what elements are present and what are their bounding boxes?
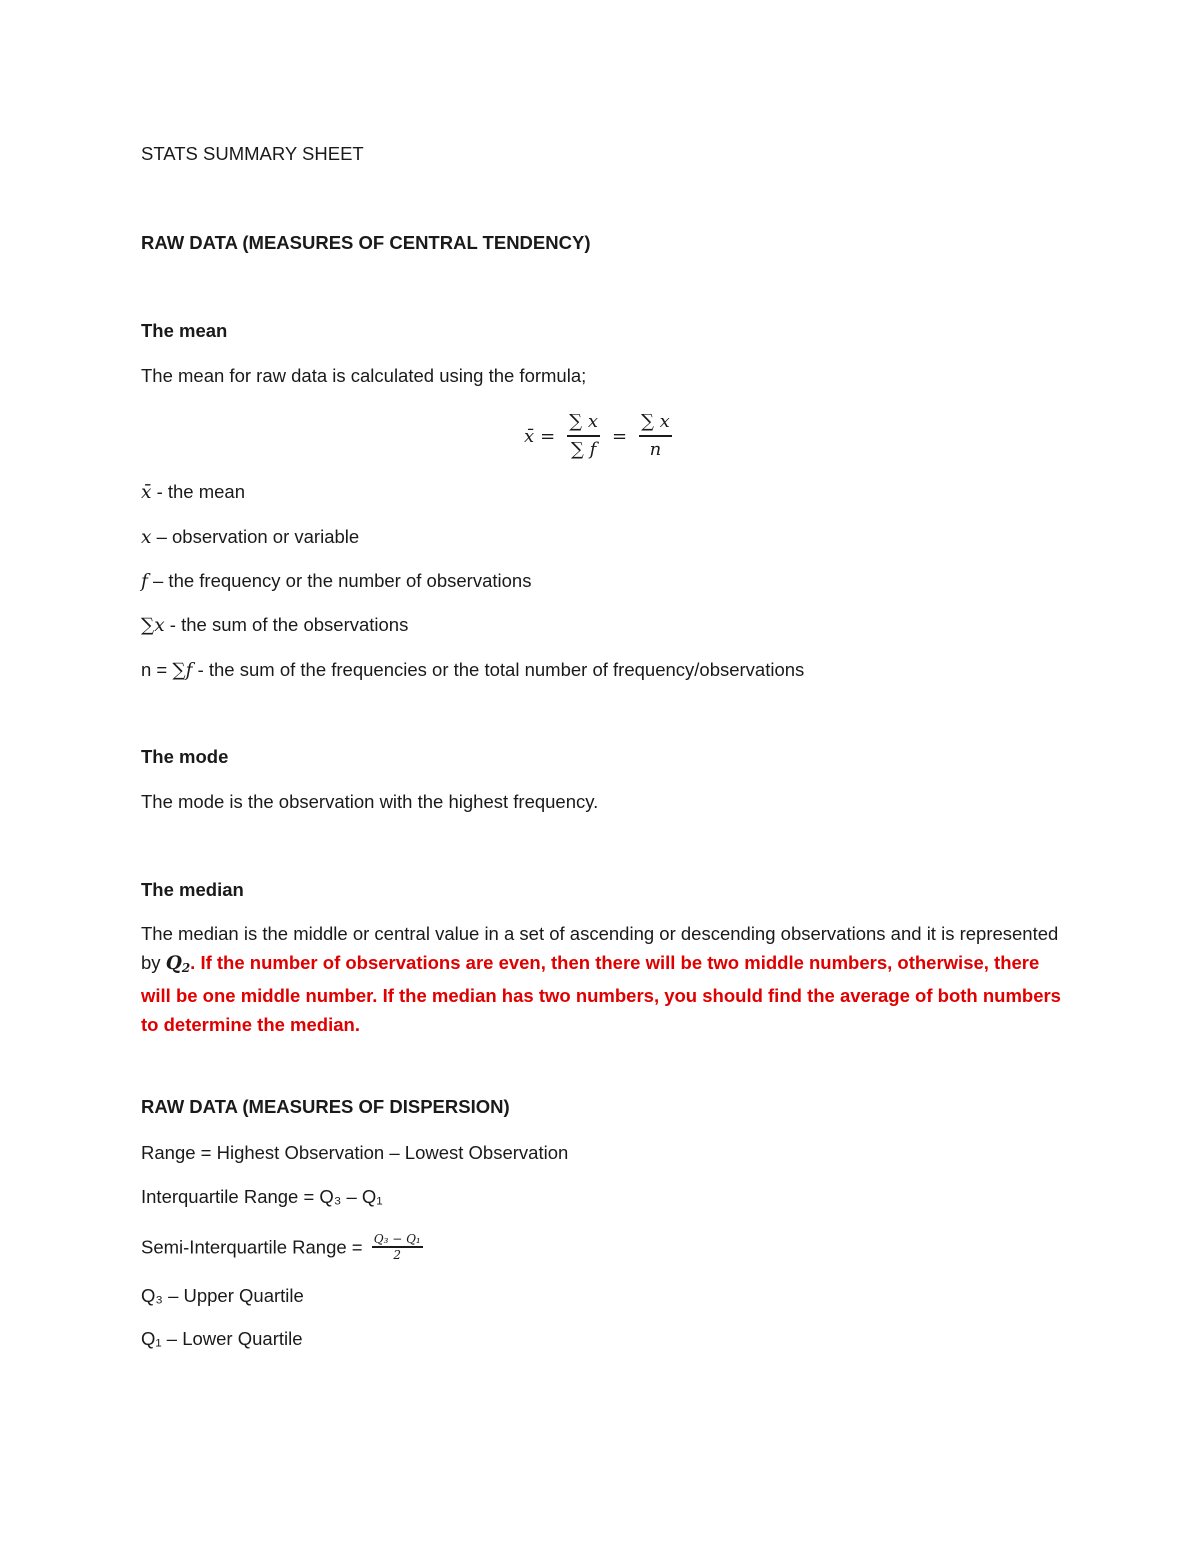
median-symbol-subscript: 2: [181, 960, 191, 975]
formula-equals-2: =: [611, 425, 628, 447]
siqr-fraction: [372, 1232, 423, 1262]
median-period: .: [190, 951, 196, 973]
definition-symbol: x: [141, 527, 152, 548]
formula-equals-1: =: [540, 425, 556, 447]
section-heading-dispersion: RAW DATA (MEASURES OF DISPERSION): [141, 1096, 510, 1117]
definition-symbol: f: [141, 571, 148, 592]
definition-symbol: ∑f: [172, 660, 193, 681]
definition-sum-frequencies: [141, 658, 804, 683]
formula-fraction-2: [639, 409, 672, 463]
median-symbol: $Q_2$: [165, 952, 191, 975]
fraction-2-denominator: n: [649, 439, 662, 460]
definition-symbol: ∑x: [141, 615, 165, 636]
definition-text: - the sum of the frequencies or the total number of frequency/observations: [192, 659, 805, 680]
fraction-1-numerator: ∑ x: [569, 411, 598, 432]
definition-frequency: [141, 569, 531, 594]
siqr-definition: [141, 1234, 423, 1264]
median-text: The median is the middle or central value in a set of ascending or descending observations and it is represented by: [141, 923, 1059, 973]
definition-text: - the sum of the observations: [164, 614, 409, 635]
formula-fraction-1: [567, 409, 600, 463]
iqr-definition: Interquartile Range = Q₃ – Q₁: [141, 1186, 383, 1207]
definition-text: – observation or variable: [151, 526, 360, 547]
definition-symbol: x̄: [141, 482, 152, 503]
median-highlight: If the number of observations are even, then there will be two middle numbers, otherwise, there will be one middle number. If the median has two numbers, you should find the average of both numbers to determine the median.: [141, 951, 1061, 1035]
mean-formula: [524, 405, 678, 467]
definition-prefix: n =: [141, 659, 173, 680]
definition-text: – the frequency or the number of observations: [147, 570, 532, 591]
section-heading-central-tendency: RAW DATA (MEASURES OF CENTRAL TENDENCY): [141, 232, 591, 253]
formula-lhs: x̄: [524, 425, 535, 447]
mean-intro: The mean for raw data is calculated using the formula;: [141, 365, 587, 386]
fraction-1-denominator: ∑ f: [571, 439, 597, 460]
mode-text: The mode is the observation with the highest frequency.: [141, 791, 599, 812]
definition-text: - the mean: [151, 481, 246, 502]
definition-mean: [141, 480, 245, 505]
q3-definition: Q₃ – Upper Quartile: [141, 1285, 304, 1306]
definition-sum-observations: [141, 613, 408, 638]
siqr-denominator: 2: [393, 1247, 402, 1262]
median-heading: The median: [141, 879, 244, 900]
mean-heading: The mean: [141, 320, 228, 341]
document-title: STATS SUMMARY SHEET: [141, 143, 364, 164]
range-definition: Range = Highest Observation – Lowest Observation: [141, 1142, 569, 1163]
fraction-2-numerator: ∑ x: [641, 411, 670, 432]
siqr-numerator: Q₃ − Q₁: [373, 1232, 421, 1246]
median-paragraph: [141, 920, 1071, 1039]
definition-observation: [141, 525, 359, 550]
q1-definition: Q₁ – Lower Quartile: [141, 1328, 303, 1349]
siqr-label: Semi-Interquartile Range =: [141, 1236, 368, 1258]
mode-heading: The mode: [141, 746, 229, 767]
